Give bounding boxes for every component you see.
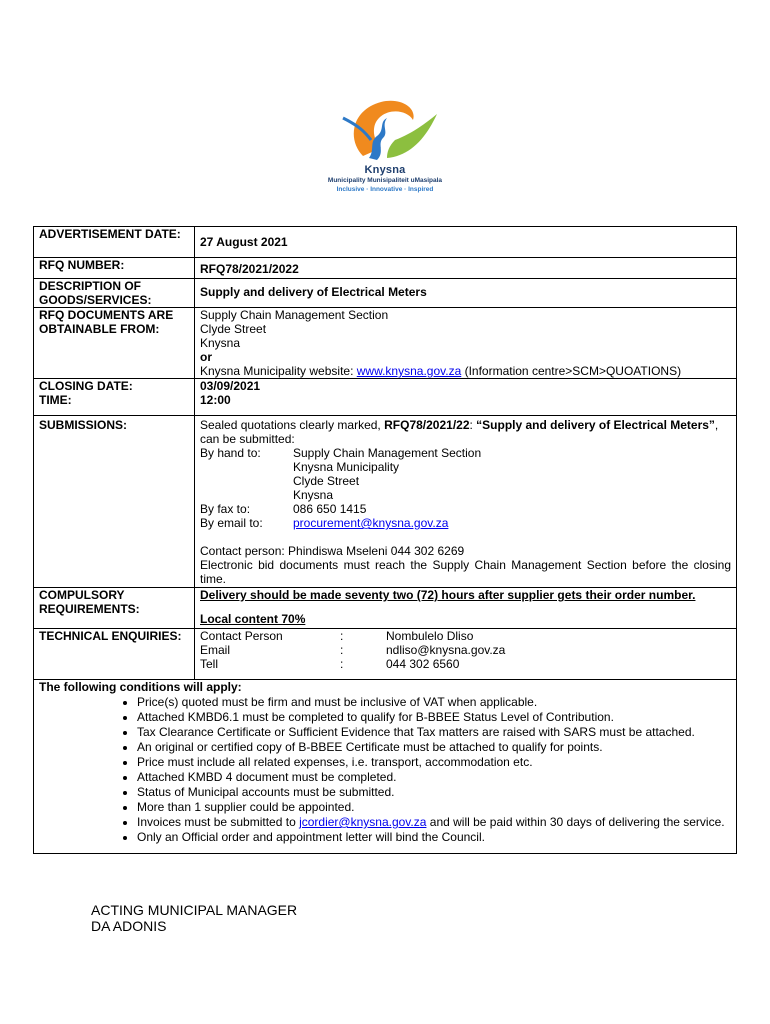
rfq-number-value: RFQ78/2021/2022 [195, 258, 737, 279]
delivery-requirement: Delivery should be made seventy two (72) hours after supplier gets their order number. [200, 588, 696, 602]
by-email-label: By email to: [200, 516, 263, 530]
intro-tail: , can be submitted: [200, 418, 719, 446]
list-item: • An original or certified copy of B-BBEE Certificate must be attached to qualify for points. [137, 740, 731, 755]
by-hand [200, 446, 731, 502]
closing-value [195, 379, 737, 416]
technical-email-row [200, 643, 731, 657]
municipal-logo [318, 96, 452, 206]
conditions-cell [34, 680, 737, 854]
obtainable-line-1: Supply Chain Management Section [200, 308, 389, 322]
intro-title: “Supply and delivery of Electrical Meters” [476, 418, 715, 432]
compulsory-label: COMPULSORY REQUIREMENTS: [34, 588, 195, 629]
tech-sep: : [340, 657, 344, 671]
list-item: • Attached KMBD6.1 must be completed to qualify for B-BBEE Status Level of Contribution. [137, 710, 731, 725]
website-prefix: Knysna Municipality website: [200, 364, 357, 378]
closing-date-label: CLOSING DATE: [39, 379, 133, 393]
list-item: • Price(s) quoted must be firm and must be inclusive of VAT when applicable. [137, 695, 731, 710]
hand-line-2: Knysna Municipality [293, 460, 400, 474]
brand-tagline: Inclusive · Innovative · Inspired [336, 186, 434, 193]
submissions-value [195, 416, 737, 588]
list-item [137, 815, 731, 830]
tech-val: Nombulelo Dliso [386, 629, 474, 643]
compulsory-value [195, 588, 737, 629]
closing-label [34, 379, 195, 416]
tech-val: 044 302 6560 [386, 657, 460, 671]
closing-time-value: 12:00 [200, 393, 231, 407]
description-value: Supply and delivery of Electrical Meters [195, 279, 737, 308]
tech-sep: : [340, 643, 344, 657]
obtainable-or: or [200, 350, 212, 364]
intro-rfq-ref: RFQ78/2021/22 [384, 418, 470, 432]
row-compulsory [34, 588, 737, 629]
tech-key: Email [200, 643, 231, 657]
tech-key: Contact Person [200, 629, 283, 643]
row-obtainable [34, 308, 737, 379]
advertisement-date-value: 27 August 2021 [195, 227, 737, 258]
row-rfq-number [34, 258, 737, 279]
row-submissions [34, 416, 737, 588]
tech-key: Tell [200, 657, 219, 671]
brand-subtitle: Municipality Munisipaliteit uMasipala [327, 177, 443, 184]
obtainable-line-2: Clyde Street [200, 322, 267, 336]
row-technical [34, 629, 737, 680]
brand-name: Knysna [364, 164, 406, 176]
hand-line-1: Supply Chain Management Section [293, 446, 482, 460]
local-content: Local content 70% [200, 612, 306, 626]
row-description [34, 279, 737, 308]
procurement-email-link[interactable]: procurement@knysna.gov.za [293, 516, 449, 530]
list-item: • Attached KMBD 4 document must be completed. [137, 770, 731, 785]
advertisement-date-label: ADVERTISEMENT DATE: [34, 227, 195, 258]
by-email [200, 516, 731, 530]
submissions-intro [200, 418, 731, 446]
hand-line-4: Knysna [293, 488, 334, 502]
invoice-tail: and will be paid within 30 days of delivering the service. [426, 815, 725, 829]
by-fax-label: By fax to: [200, 502, 251, 516]
signature-name: DA ADONIS [91, 918, 167, 934]
intro-colon: : [469, 418, 477, 432]
list-item: • Status of Municipal accounts must be submitted. [137, 785, 731, 800]
fax-number: 086 650 1415 [293, 502, 367, 516]
rfq-number-label: RFQ NUMBER: [34, 258, 195, 279]
list-item: • Price must include all related expenses, i.e. transport, accommodation etc. [137, 755, 731, 770]
by-fax [200, 502, 731, 516]
website-link[interactable]: www.knysna.gov.za [356, 364, 462, 378]
submissions-label: SUBMISSIONS: [34, 416, 195, 588]
invoice-text: Invoices must be submitted to [137, 815, 300, 829]
closing-time-label: TIME: [39, 393, 72, 407]
obtainable-label: RFQ DOCUMENTS ARE OBTAINABLE FROM: [34, 308, 195, 379]
intro-text: Sealed quotations clearly marked, [200, 418, 385, 432]
list-item: • Only an Official order and appointment letter will bind the Council. [137, 830, 731, 845]
contact-person: Contact person: Phindiswa Mseleni 044 302 6269 [200, 544, 465, 558]
obtainable-value [195, 308, 737, 379]
rfq-table [33, 226, 737, 854]
knysna-logo-icon [329, 96, 441, 166]
electronic-note: Electronic bid documents must reach the Supply Chain Management Section before the closing time. [200, 558, 731, 586]
row-closing [34, 379, 737, 416]
list-item: • More than 1 supplier could be appointed. [137, 800, 731, 815]
description-label: DESCRIPTION OF GOODS/SERVICES: [34, 279, 195, 308]
website-suffix: (Information centre>SCM>QUOATIONS) [461, 364, 682, 378]
technical-tell-row [200, 657, 731, 671]
obtainable-website [200, 364, 731, 378]
obtainable-line-3: Knysna [200, 336, 241, 350]
technical-label: TECHNICAL ENQUIRIES: [34, 629, 195, 680]
tech-val: ndliso@knysna.gov.za [386, 643, 506, 657]
row-advertisement-date [34, 227, 737, 258]
by-hand-address [293, 446, 481, 502]
closing-date-value: 03/09/2021 [200, 379, 261, 393]
row-conditions [34, 680, 737, 854]
signature-title: ACTING MUNICIPAL MANAGER [91, 902, 298, 918]
conditions-heading: The following conditions will apply: [39, 680, 242, 694]
technical-contact-row [200, 629, 731, 643]
hand-line-3: Clyde Street [293, 474, 360, 488]
conditions-list [39, 695, 731, 845]
by-hand-label: By hand to: [200, 446, 261, 460]
list-item: • Tax Clearance Certificate or Sufficient Evidence that Tax matters are raised with SARS must be attached. [137, 725, 731, 740]
technical-value [195, 629, 737, 680]
invoice-email-link[interactable]: jcordier@knysna.gov.za [299, 815, 427, 829]
signature-block [91, 902, 297, 934]
tech-sep: : [340, 629, 344, 643]
